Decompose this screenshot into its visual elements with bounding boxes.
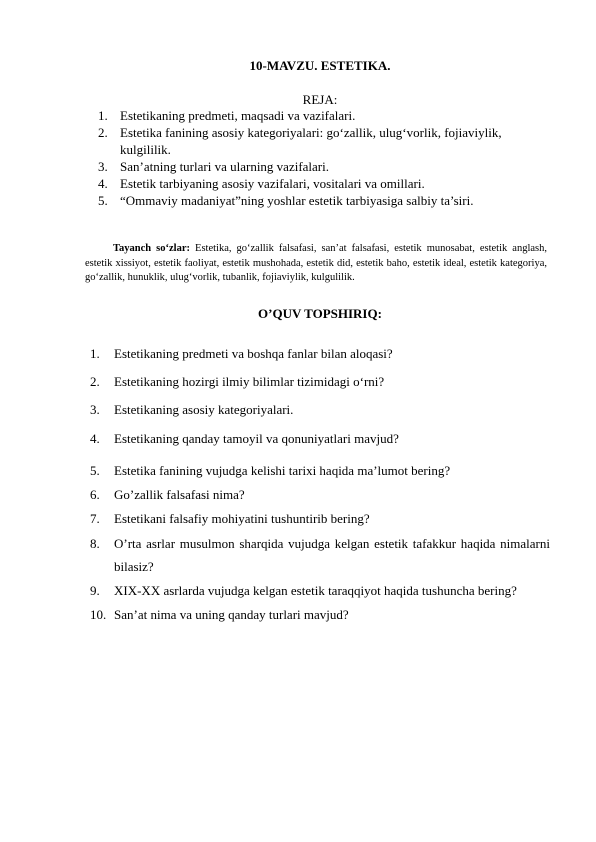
task-text: Estetikaning hozirgi ilmiy bilimlar tizimidagi o‘rni? bbox=[114, 374, 385, 389]
task-item bbox=[90, 462, 550, 479]
task-number: 5. bbox=[90, 463, 100, 478]
plan-item-number: 1. bbox=[98, 108, 108, 123]
task-text: Estetikaning predmeti va boshqa fanlar bilan aloqasi? bbox=[114, 346, 393, 361]
task-text: XIX-XX asrlarda vujudga kelgan estetik taraqqiyot haqida tushuncha bering? bbox=[114, 583, 517, 598]
plan-item-number: 5. bbox=[98, 193, 108, 208]
task-text: Estetika fanining vujudga kelishi tarixi haqida ma’lumot bering? bbox=[114, 463, 451, 478]
task-number: 9. bbox=[90, 583, 100, 598]
task-number: 6. bbox=[90, 487, 100, 502]
plan-item-text: “Ommaviy madaniyat”ning yoshlar estetik tarbiyasiga salbiy ta’siri. bbox=[120, 193, 474, 208]
tasks-heading: O’QUV TOPSHIRIQ: bbox=[258, 306, 382, 321]
plan-item-number: 3. bbox=[98, 159, 108, 174]
plan-item bbox=[98, 158, 548, 175]
task-text: O’rta asrlar musulmon sharqida vujudga kelgan estetik tafakkur haqida nimalarni bilasiz? bbox=[114, 536, 550, 574]
plan-item bbox=[98, 175, 548, 192]
task-number: 2. bbox=[90, 374, 100, 389]
task-text: Estetikani falsafiy mohiyatini tushuntirib bering? bbox=[114, 511, 370, 526]
task-number: 4. bbox=[90, 431, 100, 446]
task-item bbox=[90, 510, 550, 527]
plan-item-text: Estetika fanining asosiy kategoriyalari: go‘zallik, ulug‘vorlik, fojiaviylik, kulgililik. bbox=[120, 125, 502, 157]
task-number: 7. bbox=[90, 511, 100, 526]
task-item bbox=[90, 401, 550, 418]
plan-item-number: 4. bbox=[98, 176, 108, 191]
task-item bbox=[90, 486, 550, 503]
task-number: 1. bbox=[90, 346, 100, 361]
plan-item-text: Estetik tarbiyaning asosiy vazifalari, vositalari va omillari. bbox=[120, 176, 425, 191]
keywords-paragraph bbox=[85, 242, 547, 286]
task-item bbox=[90, 430, 550, 447]
plan-list bbox=[98, 107, 548, 209]
task-text: San’at nima va uning qanday turlari mavjud? bbox=[114, 607, 349, 622]
task-item bbox=[90, 606, 550, 623]
task-number: 10. bbox=[90, 607, 107, 622]
plan-item bbox=[98, 107, 548, 124]
plan-item bbox=[98, 124, 548, 158]
plan-item-number: 2. bbox=[98, 125, 108, 140]
task-item bbox=[90, 532, 550, 578]
task-text: Estetikaning asosiy kategoriyalari. bbox=[114, 402, 294, 417]
task-number: 3. bbox=[90, 402, 100, 417]
plan-item-text: San’atning turlari va ularning vazifalari. bbox=[120, 159, 330, 174]
keywords-text: Estetika, go‘zallik falsafasi, san’at falsafasi, estetik munosabat, estetik anglash, estetik xissiyot, estetik faoliyat, estetik mushohada, estetik did, estetik baho, estetik ideal, estetik kategoriya, go‘zallik, hunuklik, ulug‘vorlik, tubanlik, fojiaviylik, kulgulilik. bbox=[85, 243, 548, 283]
task-text: Go’zallik falsafasi nima? bbox=[114, 487, 245, 502]
plan-item bbox=[98, 192, 548, 209]
task-item bbox=[90, 373, 550, 390]
keywords-label: Tayanch so‘zlar: bbox=[113, 243, 190, 254]
page-title: 10-MAVZU. ESTETIKA. bbox=[249, 58, 391, 73]
plan-item-text: Estetikaning predmeti, maqsadi va vazifalari. bbox=[120, 108, 356, 123]
task-item bbox=[90, 345, 550, 362]
task-number: 8. bbox=[90, 536, 100, 551]
task-text: Estetikaning qanday tamoyil va qonuniyatlari mavjud? bbox=[114, 431, 399, 446]
plan-heading: REJA: bbox=[302, 92, 338, 107]
task-item bbox=[90, 582, 550, 599]
